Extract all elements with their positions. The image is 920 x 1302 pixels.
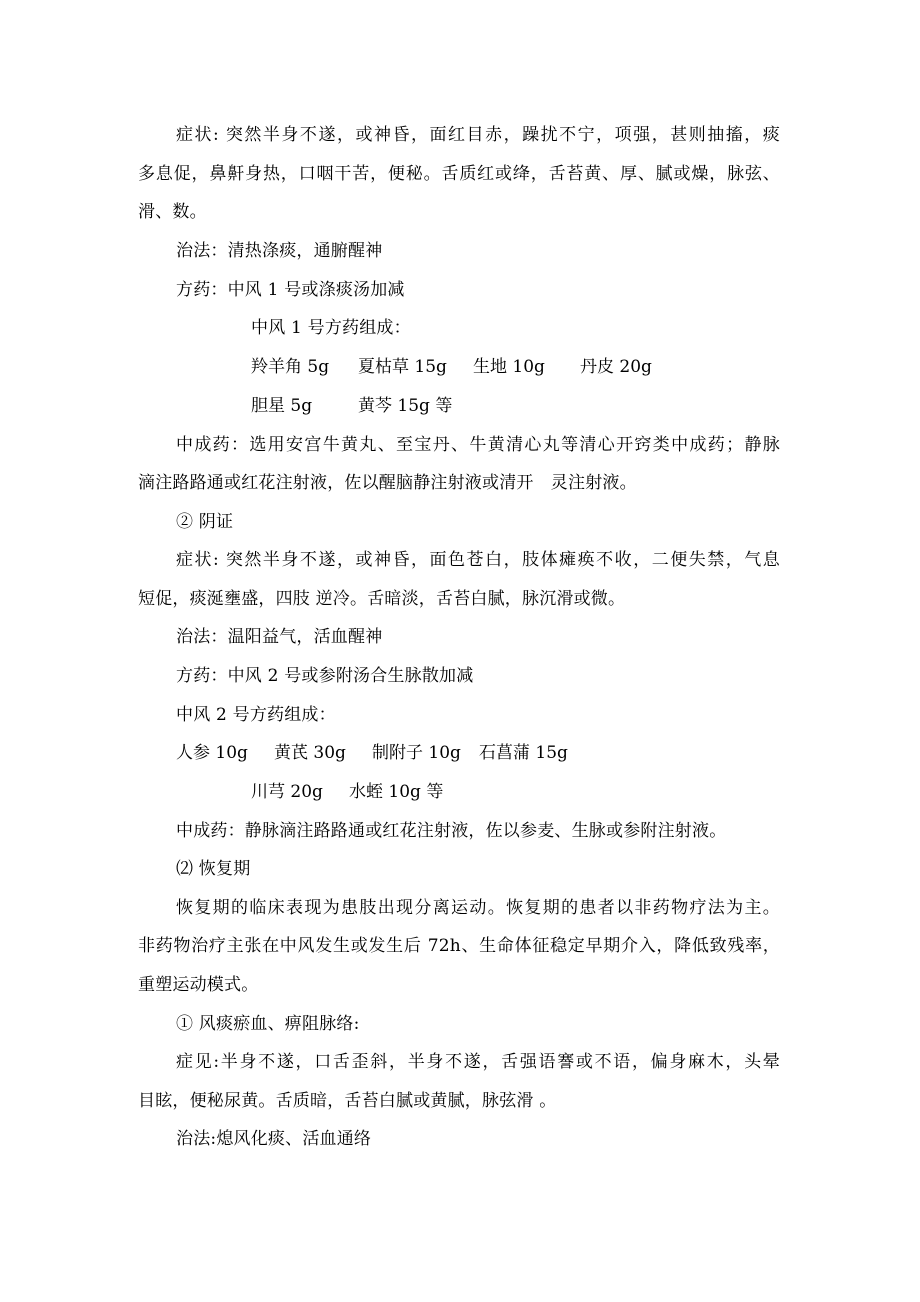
herb-item: 黄芩 15g 等 <box>358 396 453 416</box>
herb-item: 胆星 5g <box>251 396 313 416</box>
text-line: 滑、数。 <box>138 202 207 222</box>
text-line: 中风 1 号方药组成： <box>251 318 411 338</box>
text-line: 方药：中风 1 号或涤痰汤加减 <box>176 280 405 300</box>
herb-item: 黄芪 30g <box>274 743 346 763</box>
section-heading: ① 风痰瘀血、痹阻脉络: <box>176 1014 360 1034</box>
text-line: 治法：温阳益气，活血醒神 <box>176 627 383 647</box>
herb-item: 羚羊角 5g <box>251 357 330 377</box>
text-line: 治法:熄风化痰、活血通络 <box>176 1129 372 1149</box>
herb-item: 水蛭 10g 等 <box>349 782 444 802</box>
herb-item: 丹皮 20g <box>580 357 652 377</box>
herb-item: 生地 10g <box>473 357 545 377</box>
herb-item: 人参 10g <box>176 743 248 763</box>
herb-item: 川芎 20g <box>251 782 323 802</box>
text-line: 中成药：静脉滴注路路通或红花注射液，佐以参麦、生脉或参附注射液。 <box>176 821 727 841</box>
text-line: 滴注路路通或红花注射液，佐以醒脑静注射液或清开 灵注射液。 <box>138 473 637 493</box>
text-line: 中成药：选用安宫牛黄丸、至宝丹、牛黄清心丸等清心开窍类中成药；静脉 <box>176 435 780 455</box>
text-line: 恢复期的临床表现为患肢出现分离运动。恢复期的患者以非药物疗法为主。 <box>176 898 780 918</box>
text-line: 症见:半身不遂，口舌歪斜，半身不遂，舌强语謇或不语，偏身麻木，头晕 <box>176 1052 780 1072</box>
text-line: 非药物治疗主张在中风发生或发生后 72h、生命体征稳定早期介入，降低致残率， <box>138 936 780 956</box>
text-line: 症状: 突然半身不遂，或神昏，面色苍白，肢体瘫痪不收，二便失禁，气息 <box>176 550 780 570</box>
text-line: 短促，痰涎壅盛，四肢 逆冷。舌暗淡，舌苔白腻，脉沉滑或微。 <box>138 589 626 609</box>
text-line: 症状: 突然半身不遂，或神昏，面红目赤，躁扰不宁，项强，甚则抽搐，痰 <box>176 125 780 145</box>
text-line: 方药：中风 2 号或参附汤合生脉散加减 <box>176 666 474 686</box>
text-line: 重塑运动模式。 <box>138 975 259 995</box>
section-heading: ⑵ 恢复期 <box>176 859 251 879</box>
herb-item: 制附子 10g <box>372 743 461 763</box>
text-line: 目眩，便秘尿黄。舌质暗，舌苔白腻或黄腻，脉弦滑 。 <box>138 1091 557 1111</box>
herb-item: 石菖蒲 15g <box>479 743 568 763</box>
text-line: 多息促，鼻鼾身热，口咽干苦，便秘。舌质红或绛，舌苔黄、厚、腻或燥，脉弦、 <box>138 164 780 184</box>
herb-item: 夏枯草 15g <box>358 357 447 377</box>
text-line: 治法：清热涤痰，通腑醒神 <box>176 241 383 261</box>
text-line: 中风 2 号方药组成： <box>176 705 336 725</box>
section-heading: ② 阴证 <box>176 512 234 532</box>
